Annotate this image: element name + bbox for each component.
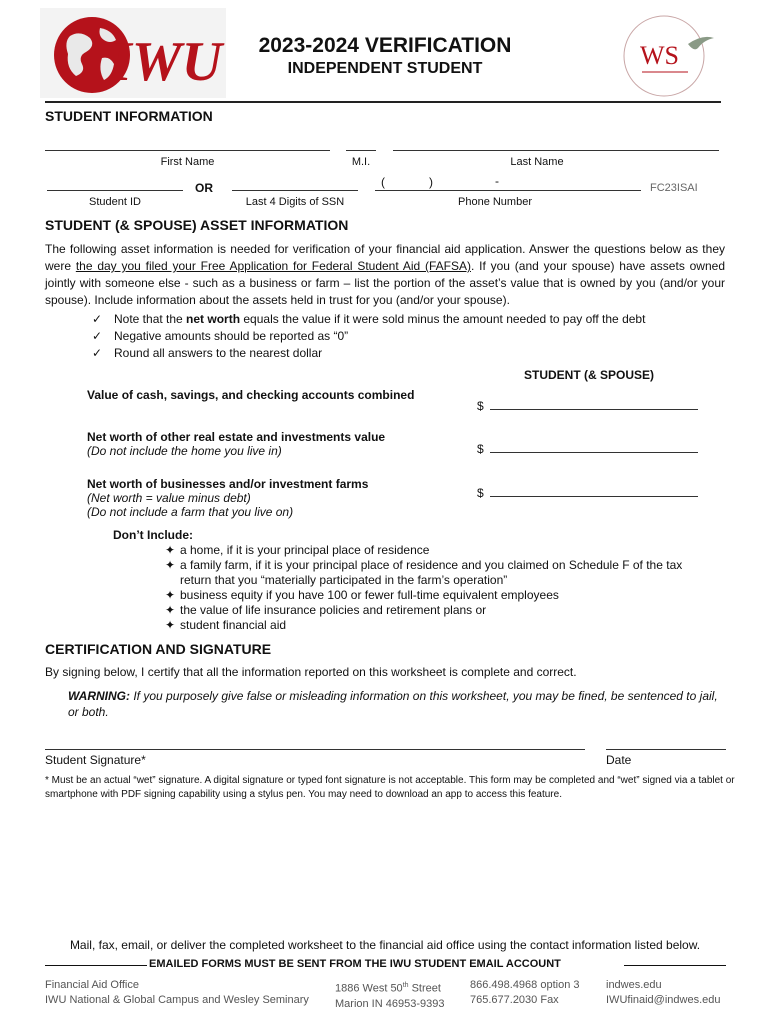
web-contact [606, 978, 721, 1008]
signature-label: Student Signature* [45, 753, 146, 767]
phone-paren-close: ) [429, 175, 433, 189]
ssn-label: Last 4 Digits of SSN [245, 196, 345, 208]
notice-rule-right [624, 965, 726, 966]
cash-savings-amount-field[interactable]: $ [477, 399, 698, 413]
middle-initial-field[interactable] [346, 150, 376, 151]
businesses-amount-field[interactable]: $ [477, 486, 698, 500]
last-name-label: Last Name [510, 156, 564, 168]
asset-intro-paragraph: The following asset information is needed for verification of your financial aid application. Answer the questions below as they were the day you filed your Free Application for Federal Student Aid (FAFSA). If you (and your spouse) have assets owned jointly with someone else - such as a business or farm – list the portion of the asset’s value that is owned by you (and/or your spouse). Include information about the assets held in trust for you (and/or your spouse). [45, 242, 725, 307]
phone-paren-open: ( [381, 175, 385, 189]
bullet-icon: ✦ [164, 558, 176, 572]
check-icon: ✓ [92, 329, 103, 343]
businesses-note-net-worth: (Net worth = value minus debt) [87, 491, 251, 505]
bullet-icon: ✦ [164, 603, 176, 617]
first-name-field[interactable] [45, 150, 330, 151]
bullet-icon: ✦ [164, 618, 176, 632]
column-header-student-spouse: STUDENT (& SPOUSE) [524, 368, 655, 382]
header-rule [45, 101, 721, 103]
certification-statement: By signing below, I certify that all the information reported on this worksheet is complete and correct. [45, 665, 577, 679]
question-real-estate: Net worth of other real estate and investments value [87, 430, 386, 444]
bullet-icon: ✦ [164, 588, 176, 602]
email-link[interactable]: IWUfinaid@indwes.edu [606, 994, 721, 1006]
signature-footnote: * Must be an actual “wet” signature. A digital signature or typed font signature is not acceptable. This form may be completed and “wet” signed via a tablet or smartphone with PDF signing capability using a stylus pen. You may need to download an app to access this feature. [45, 775, 735, 800]
date-label: Date [606, 753, 632, 767]
website-link[interactable]: indwes.edu [606, 979, 662, 991]
real-estate-note: (Do not include the home you live in) [87, 444, 282, 458]
notice-rule-left [45, 965, 147, 966]
businesses-note-farm: (Do not include a farm that you live on) [87, 505, 294, 519]
bullet-icon: ✦ [164, 543, 176, 557]
note-negative-amounts: ✓ Negative amounts should be reported as “0” [92, 329, 349, 343]
exclusion-item-continued: return that you “materially participated in the farm’s operation” [180, 573, 508, 587]
note-net-worth: ✓ Note that the net worth equals the value if it were sold minus the amount needed to pay off the debt [92, 312, 646, 326]
dont-include-heading: Don’t Include: [113, 528, 193, 542]
emailed-forms-notice: EMAILED FORMS MUST BE SENT FROM THE IWU STUDENT EMAIL ACCOUNT [149, 958, 561, 970]
exclusion-item: ✦ a family farm, if it is your principal place of residence and you claimed on Schedule F of the tax [160, 558, 682, 573]
question-businesses: Net worth of businesses and/or investment farms [87, 477, 369, 491]
submission-instructions: Mail, fax, email, or deliver the completed worksheet to the financial aid office using the contact information listed below. [69, 938, 701, 952]
real-estate-amount-field[interactable]: $ [477, 442, 698, 456]
date-field[interactable] [606, 749, 726, 750]
last-name-field[interactable] [393, 150, 719, 151]
or-label: OR [195, 181, 213, 195]
ws-logo-text: WS [640, 41, 679, 70]
warning-text: WARNING: If you purposely give false or misleading information on this worksheet, you may be fined, be sentenced to jail, or both. [68, 689, 718, 719]
mailing-address: 1886 West 50th Street Marion IN 46953-9393 [335, 982, 445, 1010]
phone-number-label: Phone Number [458, 196, 532, 208]
middle-initial-label: M.I. [351, 156, 371, 168]
phone-number-field[interactable] [375, 190, 641, 191]
certification-heading: CERTIFICATION AND SIGNATURE [45, 641, 272, 657]
question-cash-savings: Value of cash, savings, and checking accounts combined [87, 388, 415, 402]
iwu-logo [40, 8, 226, 98]
ssn-field[interactable] [232, 190, 358, 191]
asset-info-heading: STUDENT (& SPOUSE) ASSET INFORMATION [45, 217, 349, 233]
student-id-field[interactable] [47, 190, 183, 191]
form-title: 2023-2024 VERIFICATION [258, 34, 512, 57]
check-icon: ✓ [92, 346, 103, 360]
student-id-label: Student ID [89, 196, 141, 208]
exclusion-item: ✦ the value of life insurance policies and retirement plans or [160, 603, 486, 618]
check-icon: ✓ [92, 312, 103, 326]
signature-field[interactable] [45, 749, 585, 750]
wesley-seminary-logo [618, 12, 726, 100]
office-contact: Financial Aid Office IWU National & Global Campus and Wesley Seminary [45, 979, 309, 1006]
exclusion-item: ✦ student financial aid [160, 618, 286, 633]
note-round-answers: ✓ Round all answers to the nearest dollar [92, 346, 323, 360]
iwu-logo-text: IWU [110, 31, 223, 93]
form-code: FC23ISAI [650, 182, 698, 194]
first-name-label: First Name [160, 156, 215, 168]
phone-contact: 866.498.4968 option 3 765.677.2030 Fax [470, 979, 580, 1006]
phone-dash: - [495, 174, 499, 188]
exclusion-item: ✦ business equity if you have 100 or fewer full-time equivalent employees [160, 588, 559, 603]
form-subtitle: INDEPENDENT STUDENT [287, 60, 483, 77]
student-info-heading: STUDENT INFORMATION [45, 108, 213, 124]
exclusion-item: ✦ a home, if it is your principal place of residence [160, 543, 429, 558]
